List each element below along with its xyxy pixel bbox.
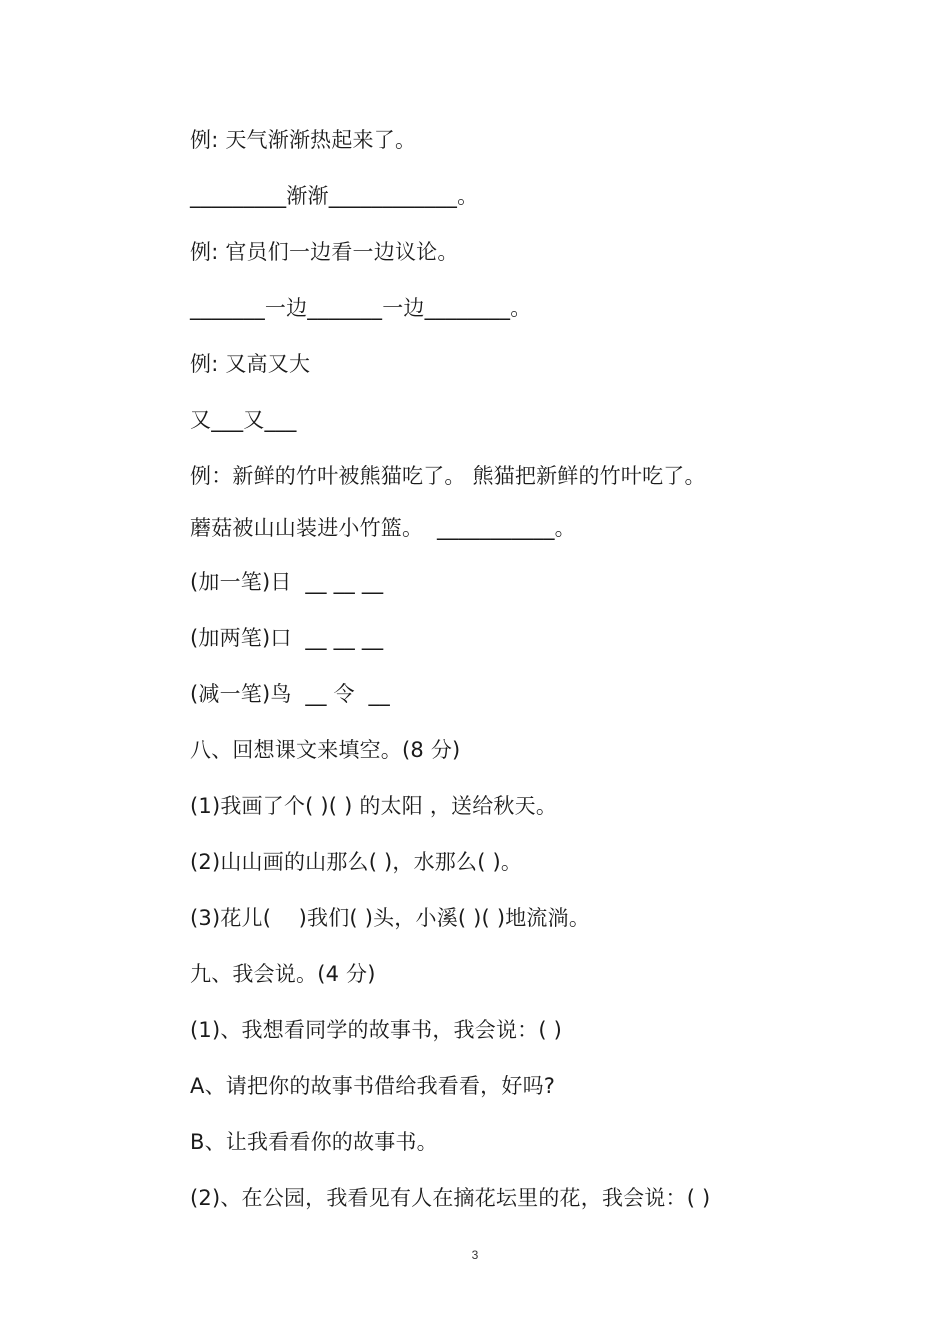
example-line-while: 例: 官员们一边看一边议论。 <box>190 240 459 264</box>
section-nine-option-a: A、请把你的故事书借给我看看，好吗? <box>190 1074 556 1098</box>
section-nine-question-1: (1)、我想看同学的故事书，我会说：( ) <box>190 1018 563 1042</box>
section-nine-heading: 九、我会说。(4 分) <box>190 962 376 986</box>
section-eight-item-3: (3)花儿( )我们( )头，小溪( )( )地流淌。 <box>190 906 591 930</box>
page-number: 3 <box>471 1248 479 1262</box>
section-eight-item-2: (2)山山画的山那么( )，水那么( )。 <box>190 850 523 874</box>
remove-one-stroke-line: (减一笔)鸟 __ 令 __ <box>190 682 390 706</box>
example-line-passive: 例：新鲜的竹叶被熊猫吃了。 熊猫把新鲜的竹叶吃了。 <box>190 464 706 488</box>
example-line-both: 例: 又高又大 <box>190 352 311 376</box>
section-nine-question-2: (2)、在公园，我看见有人在摘花坛里的花，我会说：( ) <box>190 1186 711 1210</box>
fill-line-both: 又___又___ <box>190 408 297 432</box>
section-nine-option-b: B、让我看看你的故事书。 <box>190 1130 438 1154</box>
example-line-gradually: 例: 天气渐渐热起来了。 <box>190 128 417 152</box>
fill-line-while: _______一边_______一边________。 <box>190 296 532 320</box>
fill-line-passive: 蘑菇被山山装进小竹篮。 ___________。 <box>190 516 576 540</box>
fill-line-gradually: _________渐渐____________。 <box>190 184 479 208</box>
add-one-stroke-line: (加一笔)日 __ __ __ <box>190 570 384 594</box>
add-two-strokes-line: (加两笔)口 __ __ __ <box>190 626 384 650</box>
section-eight-item-1: (1)我画了个( )( ) 的太阳 ，送给秋天。 <box>190 794 558 818</box>
section-eight-heading: 八、回想课文来填空。(8 分) <box>190 738 461 762</box>
